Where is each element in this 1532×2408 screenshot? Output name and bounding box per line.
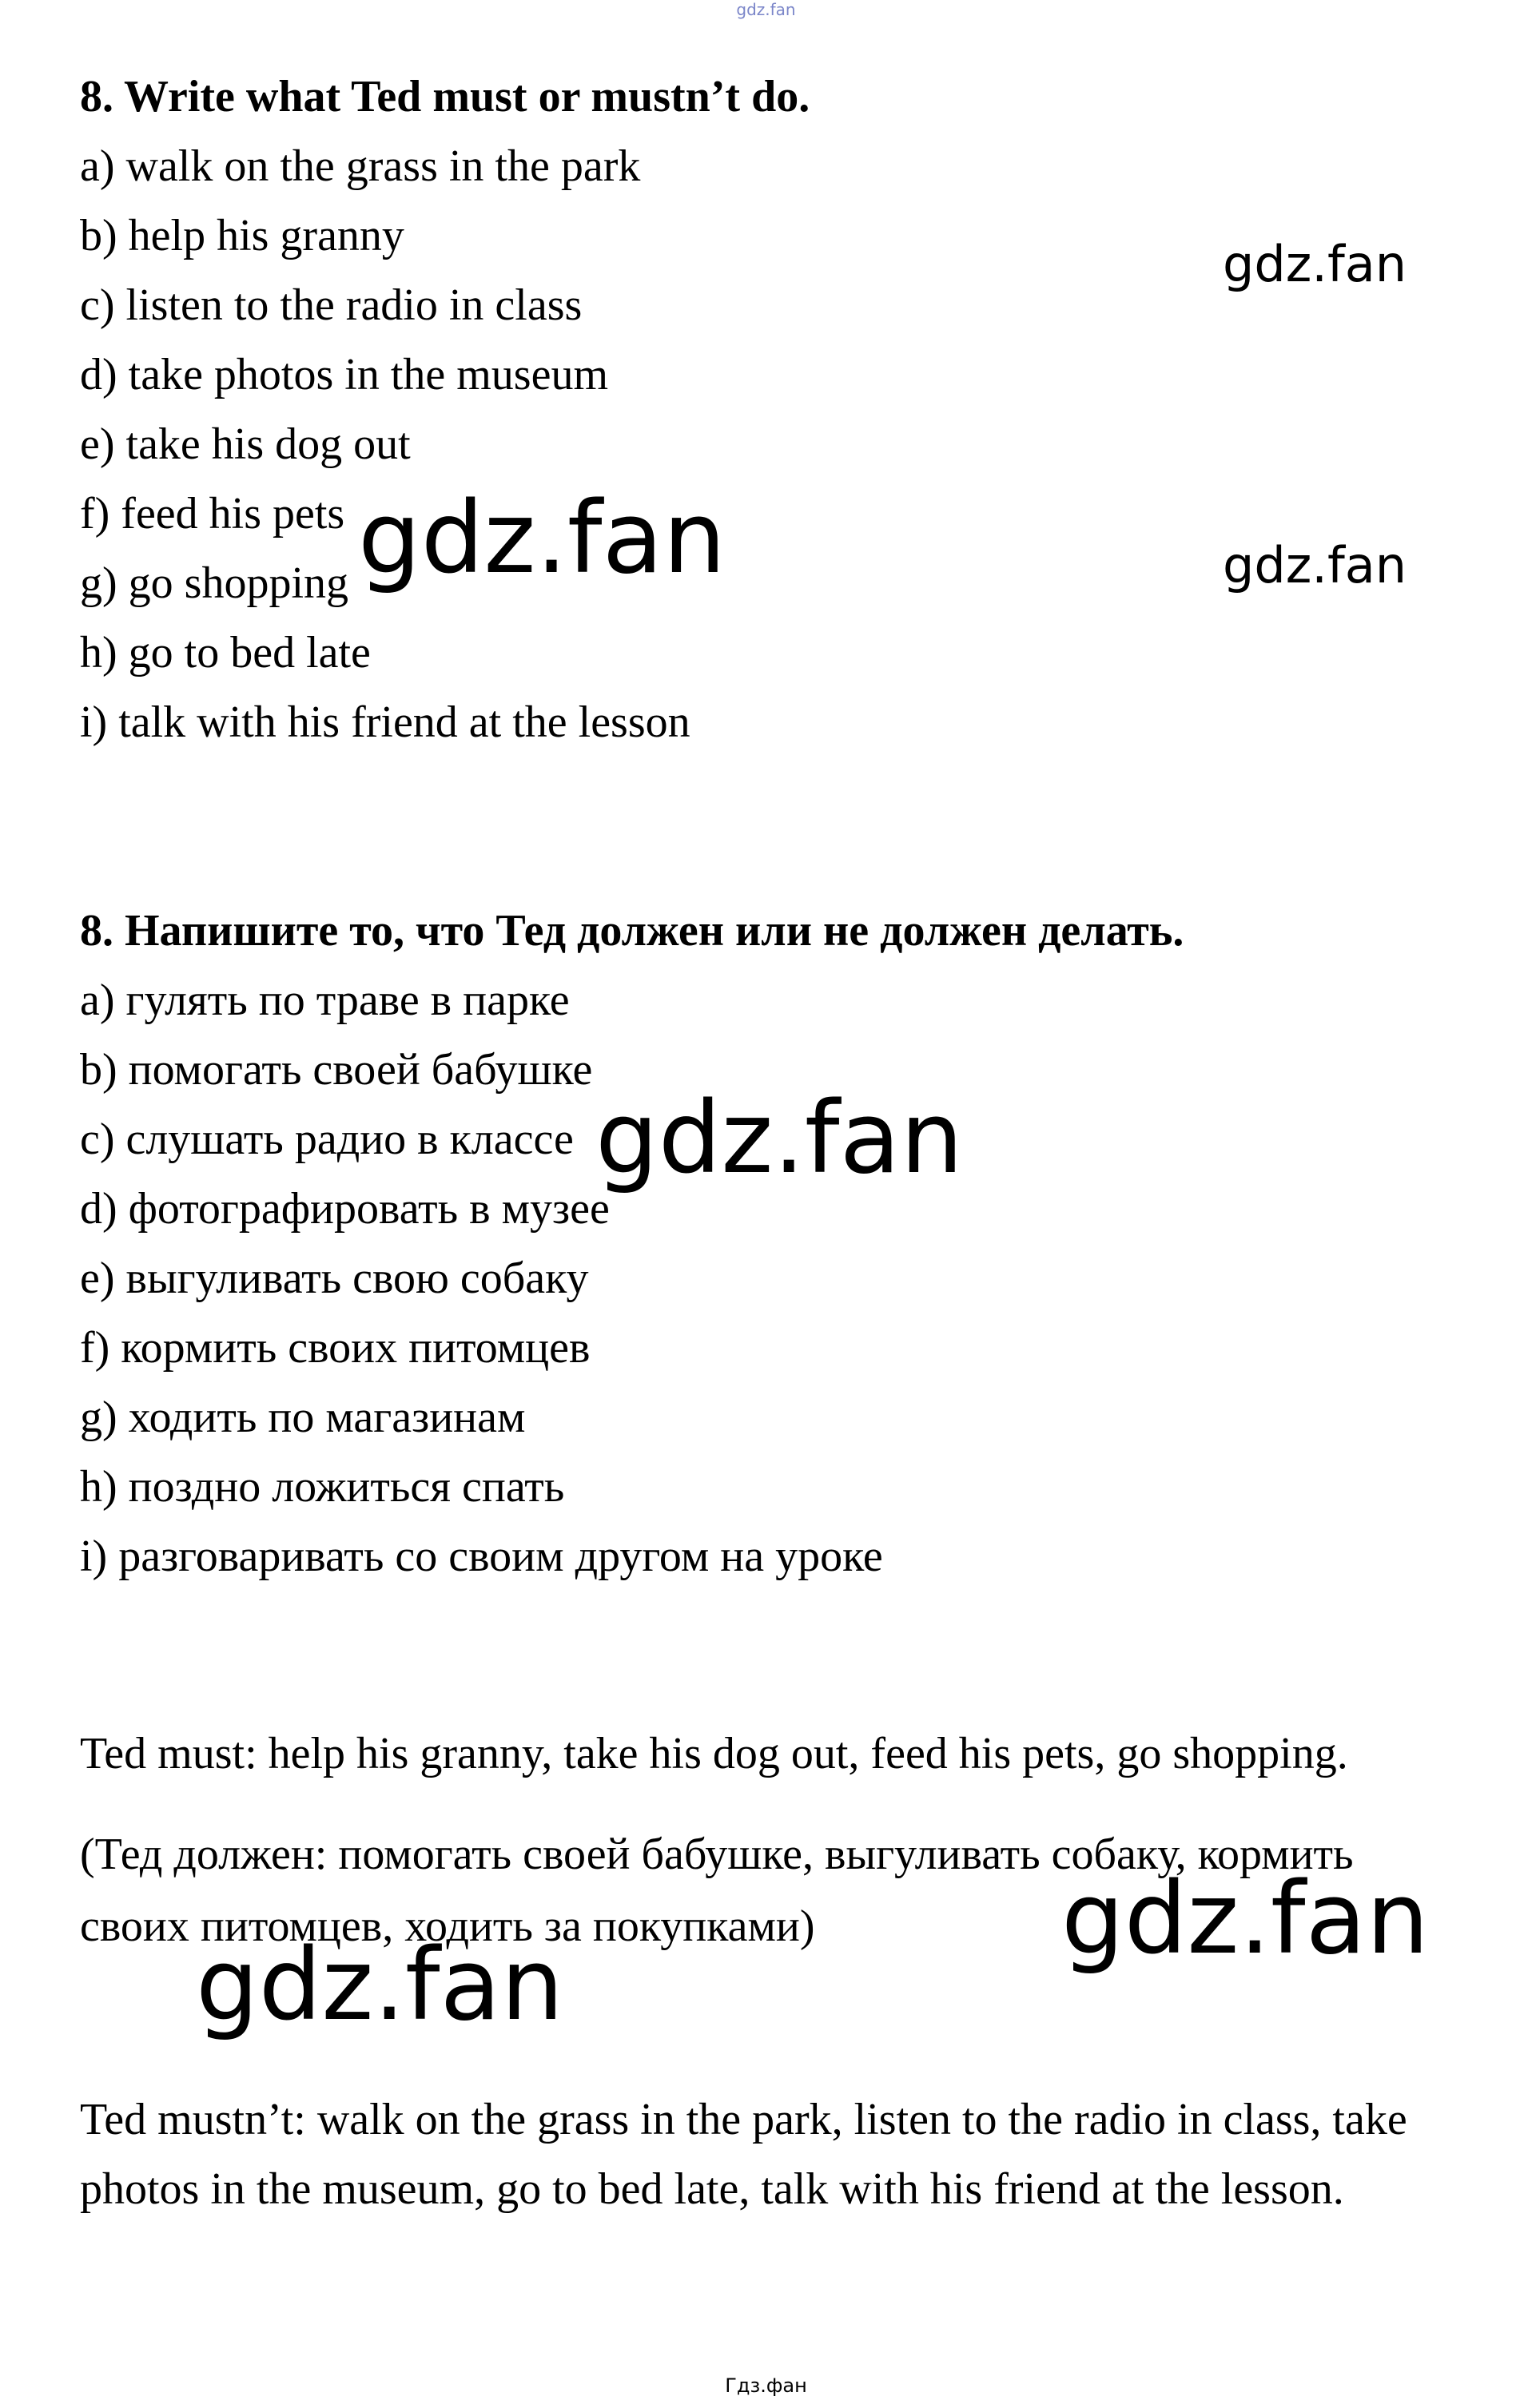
list-item: e) выгуливать свою собаку: [80, 1254, 589, 1303]
answer-mustnt-en: Ted mustn’t: walk on the grass in the park, listen to the radio in class, take photos in the museum, go to bed late, talk with his friend at the lesson.: [80, 2095, 1407, 2214]
list-item: c) слушать радио в классе: [80, 1115, 574, 1164]
watermark: gdz.fan: [358, 481, 726, 596]
list-item: a) walk on the grass in the park: [80, 141, 641, 191]
russian-task: [80, 896, 1184, 1591]
list-item: a) гулять по траве в парке: [80, 976, 570, 1025]
watermark: gdz.fan: [1061, 1862, 1430, 1977]
list-item: i) разговаривать со своим другом на уроке: [80, 1532, 883, 1581]
watermark: gdz.fan: [1223, 536, 1407, 594]
list-item: i) talk with his friend at the lesson: [80, 697, 690, 747]
list-item: h) go to bed late: [80, 628, 371, 677]
list-item: e) take his dog out: [80, 419, 411, 469]
list-item: h) поздно ложиться спать: [80, 1462, 565, 1512]
list-item: d) фотографировать в музее: [80, 1184, 610, 1234]
list-item: g) go shopping: [80, 558, 348, 608]
watermark: gdz.fan: [196, 1928, 564, 2043]
top-watermark: gdz.fan: [736, 0, 796, 19]
footer-watermark: Гдз.фан: [725, 2374, 807, 2397]
list-item: g) ходить по магазинам: [80, 1393, 526, 1442]
list-item: b) помогать своей бабушке: [80, 1045, 593, 1095]
answer-must-ru: (Тед должен: помогать своей бабушке, выгуливать собаку, кормить своих питомцев, ходить за покупками): [80, 1830, 1354, 1951]
watermark: gdz.fan: [595, 1081, 964, 1196]
list-item: d) take photos in the museum: [80, 350, 609, 399]
answer-must-en: Ted must: help his granny, take his dog out, feed his pets, go shopping.: [80, 1729, 1348, 1778]
list-item: f) кормить своих питомцев: [80, 1323, 591, 1373]
english-task: [80, 62, 810, 757]
russian-task-heading: 8. Напишите то, что Тед должен или не должен делать.: [80, 906, 1184, 956]
english-task-heading: 8. Write what Ted must or mustn’t do.: [80, 72, 810, 121]
list-item: b) help his granny: [80, 211, 404, 260]
watermark: gdz.fan: [1223, 235, 1407, 293]
list-item: f) feed his pets: [80, 489, 345, 538]
list-item: c) listen to the radio in class: [80, 280, 583, 330]
